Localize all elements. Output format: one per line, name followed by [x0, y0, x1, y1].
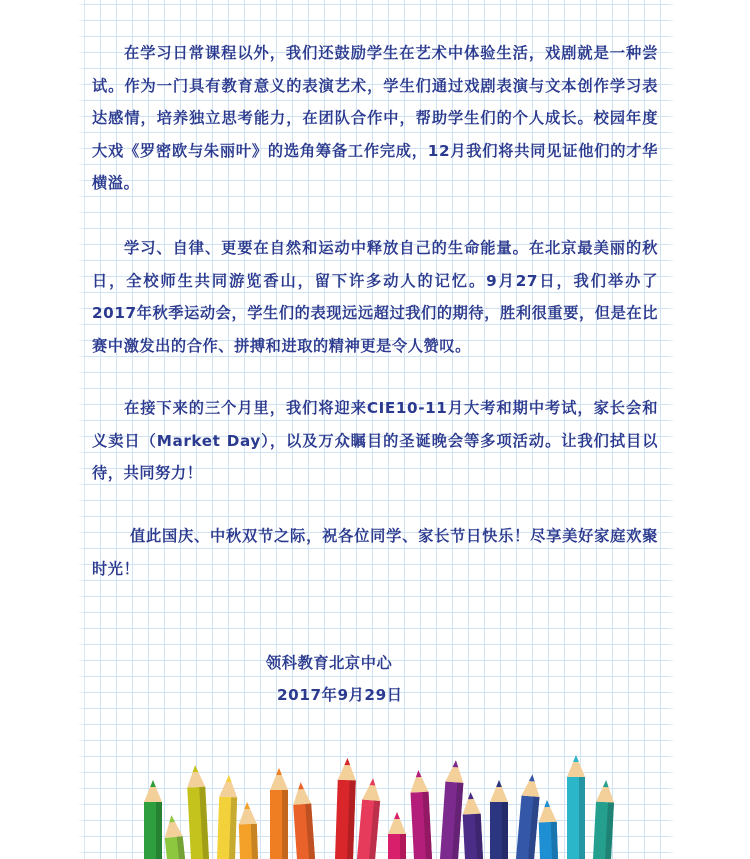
pencil [490, 780, 508, 859]
paragraph-holiday-greeting: 值此国庆、中秋双节之际，祝各位同学、家长节日快乐！尽享美好家庭欢聚时光！ [92, 527, 658, 578]
pencil [355, 778, 382, 859]
pencil [292, 782, 317, 859]
pencil [567, 755, 585, 859]
pencil [462, 792, 485, 859]
paragraph-drama: 在学习日常课程以外，我们还鼓励学生在艺术中体验生活，戏剧就是一种尝试。作为一门具有教育意义的表演艺术，学生们通过戏剧表演与文本创作学习表达感情，培养独立思考能力，在团队合作中，帮助学生们的个人成长。校园年度大戏《罗密欧与朱丽叶》的选角筹备工作完成，12月我们将共同见证他们的才华横溢。 [92, 44, 658, 192]
pencil [186, 765, 210, 859]
pencil [514, 774, 541, 859]
pencil [216, 775, 238, 859]
pencil [238, 802, 259, 859]
pencil [334, 758, 356, 859]
pencil [409, 770, 433, 859]
pencil [270, 768, 288, 859]
paragraph-sports: 学习、自律、更要在自然和运动中释放自己的生命能量。在北京最美丽的秋日，全校师生共同游览香山，留下许多动人的记忆。9月27日，我们举办了2017年秋季运动会，学生们的表现远远超过我们的期待，胜利很重要，但是在比赛中激发出的合作、拼搏和进取的精神更是令人赞叹。 [92, 239, 658, 355]
signature-organization: 领科教育北京中心 [266, 654, 393, 672]
pencil [538, 800, 559, 859]
pencil [162, 814, 187, 859]
colored-pencils-illustration [0, 740, 750, 859]
pencil [388, 812, 406, 859]
signature-date: 2017年9月29日 [277, 686, 403, 704]
pencil [144, 780, 162, 859]
pencil [592, 780, 615, 859]
paragraph-upcoming-events: 在接下来的三个月里，我们将迎来CIE10-11月大考和期中考试，家长会和义卖日（Market Day），以及万众瞩目的圣诞晚会等多项活动。让我们拭目以待，共同努力！ [92, 399, 658, 482]
pencil [439, 760, 465, 859]
